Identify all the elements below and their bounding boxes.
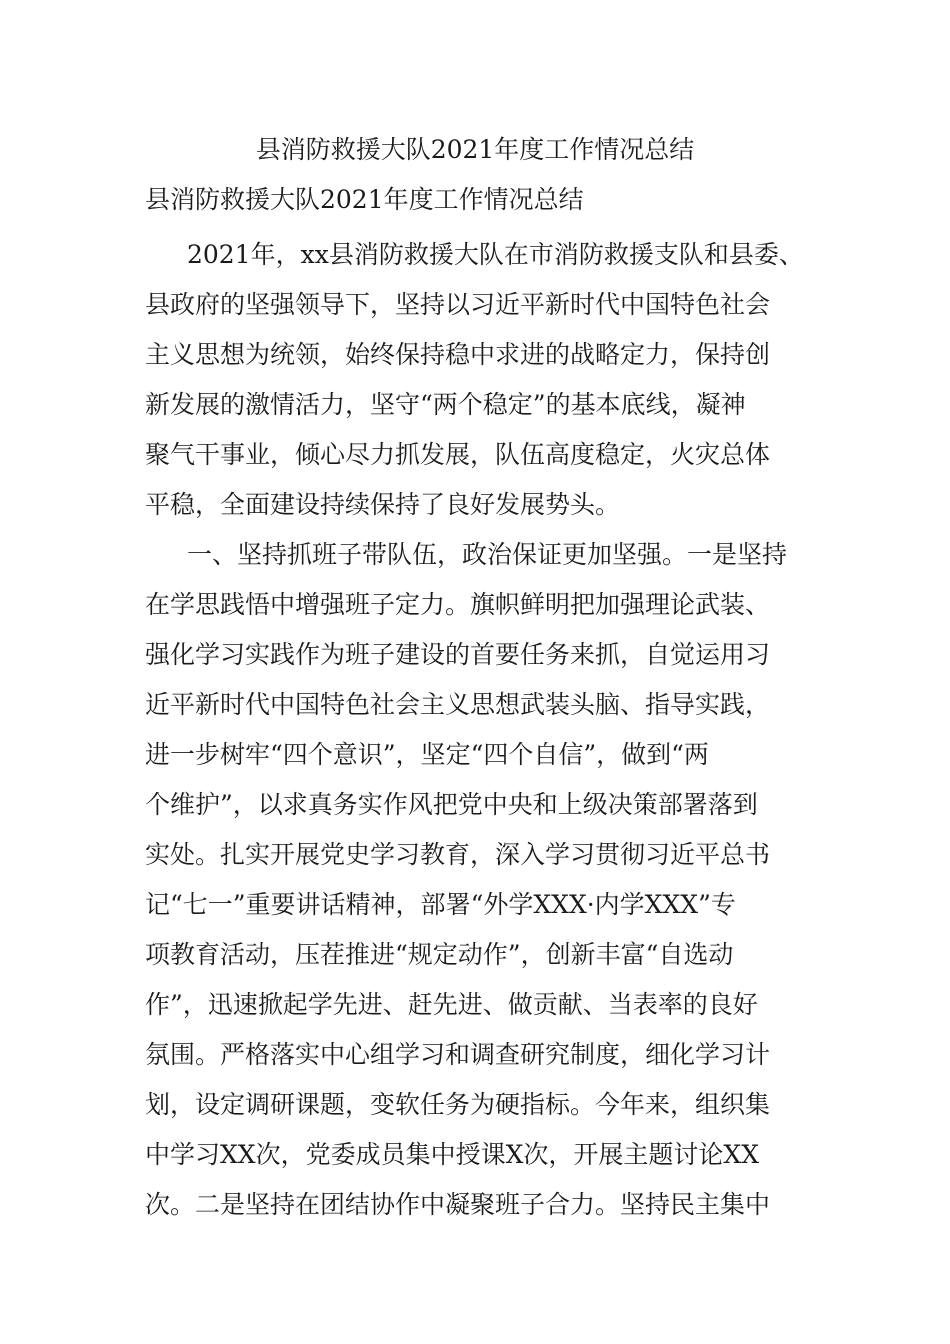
paragraph-line: 在学思践悟中增强班子定力。旗帜鲜明把加强理论武装、 (145, 590, 771, 619)
paragraph-line: 记“七一”重要讲话精神，部署“外学XXX·内学XXX”专 (145, 890, 736, 919)
paragraph-line: 强化学习实践作为班子建设的首要任务来抓，自觉运用习 (145, 640, 771, 669)
paragraph-line: 聚气干事业，倾心尽力抓发展，队伍高度稳定，火灾总体 (145, 440, 771, 469)
paragraph-line: 平稳，全面建设持续保持了良好发展势头。 (145, 490, 621, 519)
paragraph-line: 近平新时代中国特色社会主义思想武装头脑、指导实践， (145, 690, 771, 719)
paragraph-line: 县政府的坚强领导下，坚持以习近平新时代中国特色社会 (145, 290, 771, 319)
paragraph-line: 一、坚持抓班子带队伍，政治保证更加坚强。一是坚持 (187, 540, 788, 569)
document-body (145, 230, 825, 1230)
paragraph-line: 实处。扎实开展党史学习教育，深入学习贯彻习近平总书 (145, 840, 771, 869)
paragraph-line: 进一步树牢“四个意识”，坚定“四个自信”，做到“两 (145, 740, 709, 769)
paragraph-line: 划，设定调研课题，变软任务为硬指标。今年来，组织集 (145, 1090, 771, 1119)
paragraph-line: 个维护”，以求真务实作风把党中央和上级决策部署落到 (145, 790, 758, 819)
paragraph-line: 中学习XX次，党委成员集中授课X次，开展主题讨论XX (145, 1140, 759, 1169)
document-title: 县消防救援大队2021年度工作情况总结 (255, 135, 695, 164)
paragraph-line: 氛围。严格落实中心组学习和调查研究制度，细化学习计 (145, 1040, 771, 1069)
paragraph-line: 新发展的激情活力，坚守“两个稳定”的基本底线，凝神 (145, 390, 746, 419)
document-subtitle: 县消防救援大队2021年度工作情况总结 (145, 185, 584, 214)
paragraph-line: 2021年，xx县消防救援大队在市消防救援支队和县委、 (187, 240, 804, 269)
paragraph-line: 次。二是坚持在团结协作中凝聚班子合力。坚持民主集中 (145, 1190, 771, 1219)
paragraph-line: 主义思想为统领，始终保持稳中求进的战略定力，保持创 (145, 340, 771, 369)
paragraph-line: 作”，迅速掀起学先进、赶先进、做贡献、当表率的良好 (145, 990, 758, 1019)
paragraph-line: 项教育活动，压茬推进“规定动作”，创新丰富“自选动 (145, 940, 734, 969)
